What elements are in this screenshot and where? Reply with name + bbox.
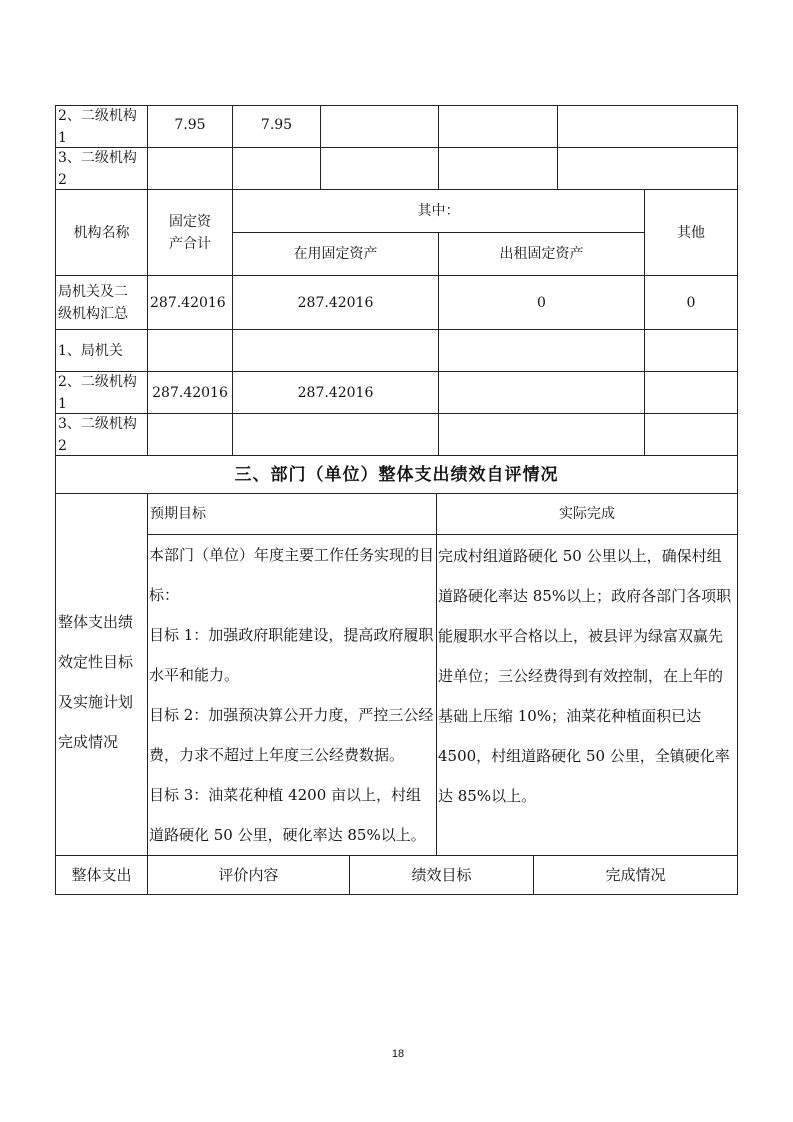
org-name-cell: 2、二级机构 1 xyxy=(55,371,148,414)
empty-cell xyxy=(438,105,558,148)
rented-cell: 0 xyxy=(438,275,645,330)
header-evaluation-content: 评价内容 xyxy=(147,855,350,895)
value-cell: 7.95 xyxy=(232,105,321,148)
actual-completion-text: 完成村组道路硬化 50 公里以上，确保村组道路硬化率达 85%以上；政府各部门各项职能履职水平合格以上，被县评为绿富双赢先进单位；三公经费得到有效控制，在上年的基础上压缩 10%；油菜花种植面积已达 4500，村组道路硬化 50 公里，全镇硬化率达 85%以上。 xyxy=(438,547,732,805)
expected-goals xyxy=(147,534,437,856)
page-number: 18 xyxy=(391,1048,405,1060)
section-title: 三、部门（单位）整体支出绩效自评情况 xyxy=(55,455,738,494)
rented-cell xyxy=(438,371,645,414)
value-cell: 7.95 xyxy=(147,105,233,148)
org-name-cell: 2、二级机构 1 xyxy=(55,105,148,148)
bottom-label: 整体支出 xyxy=(55,855,148,895)
header-of-which: 其中： xyxy=(232,189,645,233)
header-in-use: 在用固定资产 xyxy=(232,232,439,276)
header-org-name: 机构名称 xyxy=(55,189,148,276)
expected-header: 预期目标 xyxy=(147,493,437,535)
total-cell xyxy=(147,413,233,456)
other-cell xyxy=(644,413,738,456)
empty-cell xyxy=(320,147,439,190)
other-cell: 0 xyxy=(644,275,738,330)
header-performance-goal: 绩效目标 xyxy=(349,855,534,895)
expected-goal-text: 本部门（单位）年度主要工作任务实现的目标： xyxy=(149,546,435,604)
expected-goal-text: 目标 3：油菜花种植 4200 亩以上，村组道路硬化 50 公里，硬化率达 85%以上。 xyxy=(149,786,426,844)
empty-cell xyxy=(438,147,558,190)
header-completion-status: 完成情况 xyxy=(533,855,738,895)
org-name-cell: 3、二级机构 2 xyxy=(55,147,148,190)
actual-completion-cell xyxy=(436,534,738,856)
header-other: 其他 xyxy=(644,189,738,276)
total-cell: 287.42016 xyxy=(147,371,233,414)
org-name-cell: 3、二级机构 2 xyxy=(55,413,148,456)
empty-cell xyxy=(557,147,738,190)
in-use-cell xyxy=(232,329,439,372)
in-use-cell: 287.42016 xyxy=(232,275,439,330)
row-label: 整体支出绩效定性目标及实施计划完成情况 xyxy=(55,493,148,856)
empty-cell xyxy=(320,105,439,148)
rented-cell xyxy=(438,329,645,372)
actual-header: 实际完成 xyxy=(436,493,738,535)
rented-cell xyxy=(438,413,645,456)
value-cell xyxy=(232,147,321,190)
header-total: 固定资产合计 xyxy=(147,189,233,276)
other-cell xyxy=(644,371,738,414)
other-cell xyxy=(644,329,738,372)
org-name-cell: 局机关及二级机构汇总 xyxy=(55,275,148,330)
in-use-cell: 287.42016 xyxy=(232,371,439,414)
org-name-cell: 1、局机关 xyxy=(55,329,148,372)
empty-cell xyxy=(557,105,738,148)
header-rented: 出租固定资产 xyxy=(438,232,645,276)
expected-goal-text: 目标 1：加强政府职能建设，提高政府履职水平和能力。 xyxy=(149,626,434,684)
expected-goal-text: 目标 2：加强预决算公开力度，严控三公经费，力求不超过上年度三公经费数据。 xyxy=(149,706,434,764)
total-cell xyxy=(147,329,233,372)
total-cell: 287.42016 xyxy=(147,275,233,330)
in-use-cell xyxy=(232,413,439,456)
value-cell xyxy=(147,147,233,190)
